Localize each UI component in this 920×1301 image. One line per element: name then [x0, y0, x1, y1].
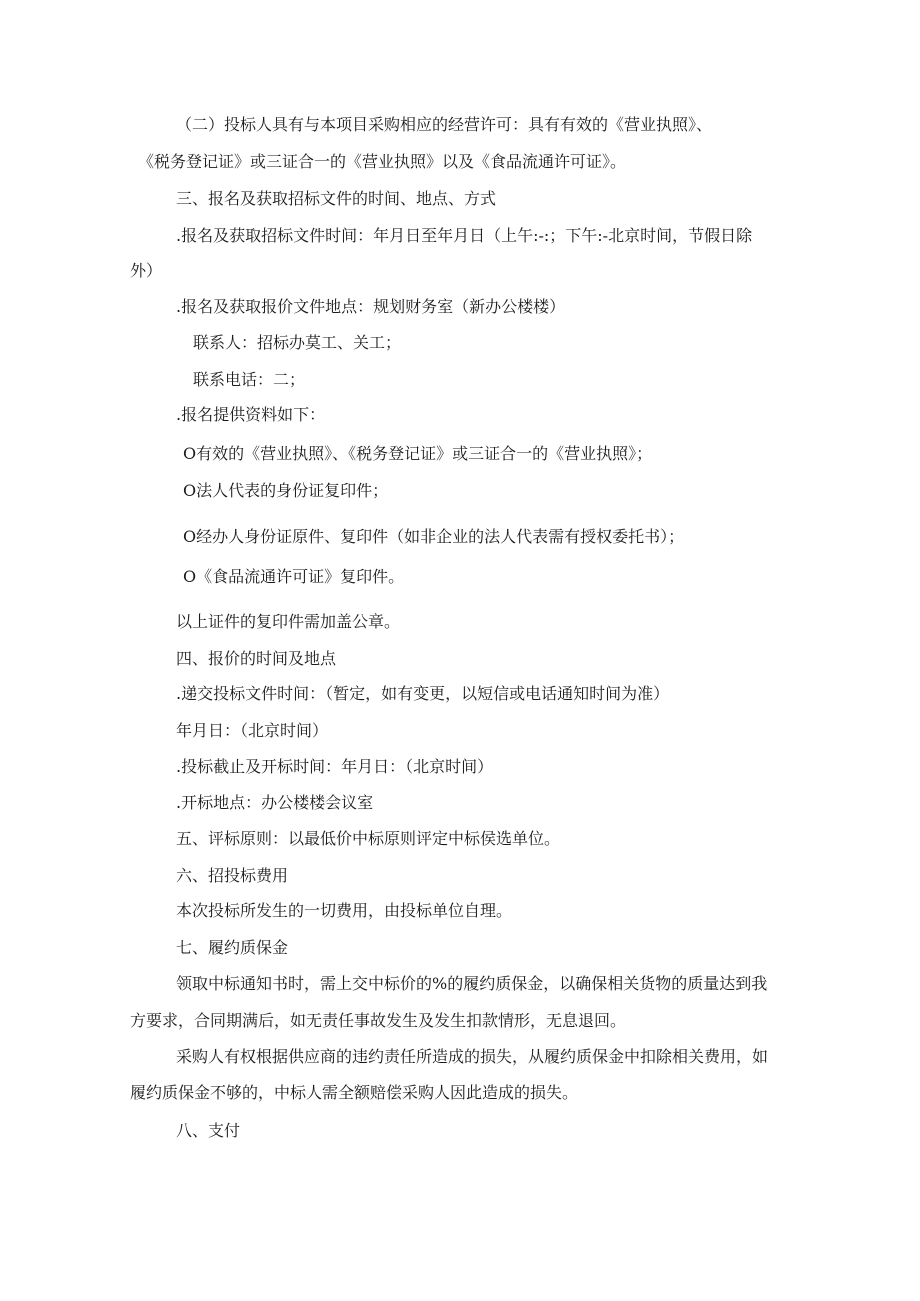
materials-list-item: O有效的《营业执照》、《税务登记证》或三证合一的《营业执照》； — [183, 444, 653, 463]
section2-item2-line1: （二）投标人具有与本项目采购相应的经营许可：具有有效的《营业执照》、 — [176, 115, 713, 134]
section3-time-line2: 外） — [130, 261, 163, 280]
materials-list-item: O《食品流通许可证》复印件。 — [183, 567, 405, 586]
materials-list-item: O法人代表的身份证复印件； — [183, 481, 389, 500]
section3-time-line1: .报名及获取招标文件时间：年月日至年月日（上午:-:；下午:-北京时间，节假日除 — [176, 226, 753, 245]
section4-venue: .开标地点：办公楼楼会议室 — [176, 793, 374, 812]
section3-heading: 三、报名及获取招标文件的时间、地点、方式 — [176, 189, 497, 208]
section5-heading: 五、评标原则： — [176, 829, 289, 848]
section3-stamp-note: 以上证件的复印件需加盖公章。 — [176, 612, 401, 631]
section8-heading: 八、支付 — [176, 1121, 241, 1140]
section4-submit-label: .递交投标文件时间： — [176, 684, 326, 703]
section3-contact-person: 联系人：招标办莫工、关工； — [193, 333, 402, 352]
section7-para1-line2: 方要求，合同期满后，如无责任事故发生及发生扣款情形，无息退回。 — [130, 1011, 627, 1030]
section7-para2-line1: 采购人有权根据供应商的违约责任所造成的损失，从履约质保金中扣除相关费用，如 — [176, 1047, 769, 1066]
section4-submit-date: 年月日：（北京时间） — [176, 721, 329, 740]
section3-materials-intro: .报名提供资料如下： — [176, 405, 326, 424]
section5-line — [176, 828, 560, 850]
section7-para2-line2: 履约质保金不够的，中标人需全额赔偿采购人因此造成的损失。 — [130, 1083, 579, 1102]
section7-para1-line1: 领取中标通知书时，需上交中标价的%的履约质保金，以确保相关货物的质量达到我 — [176, 974, 768, 993]
section3-contact-phone: 联系电话：二； — [193, 370, 306, 389]
section4-submit-line — [176, 683, 669, 705]
section5-text: 以最低价中标原则评定中标侯选单位。 — [288, 829, 561, 848]
section6-heading: 六、招投标费用 — [176, 866, 289, 885]
section7-heading: 七、履约质保金 — [176, 938, 289, 957]
materials-list-item: O经办人身份证原件、复印件（如非企业的法人代表需有授权委托书）； — [183, 527, 685, 546]
section6-text: 本次投标所发生的一切费用，由投标单位自理。 — [176, 901, 513, 920]
section2-item2-line2: 《税务登记证》或三证合一的《营业执照》以及《食品流通许可证》。 — [138, 152, 627, 171]
section3-location: .报名及获取报价文件地点：规划财务室（新办公楼楼） — [176, 297, 566, 316]
section4-heading: 四、报价的时间及地点 — [176, 649, 337, 668]
section4-submit-note: （暂定，如有变更，以短信或电话通知时间为准） — [325, 684, 670, 703]
section4-deadline: .投标截止及开标时间：年月日：（北京时间） — [176, 757, 494, 776]
